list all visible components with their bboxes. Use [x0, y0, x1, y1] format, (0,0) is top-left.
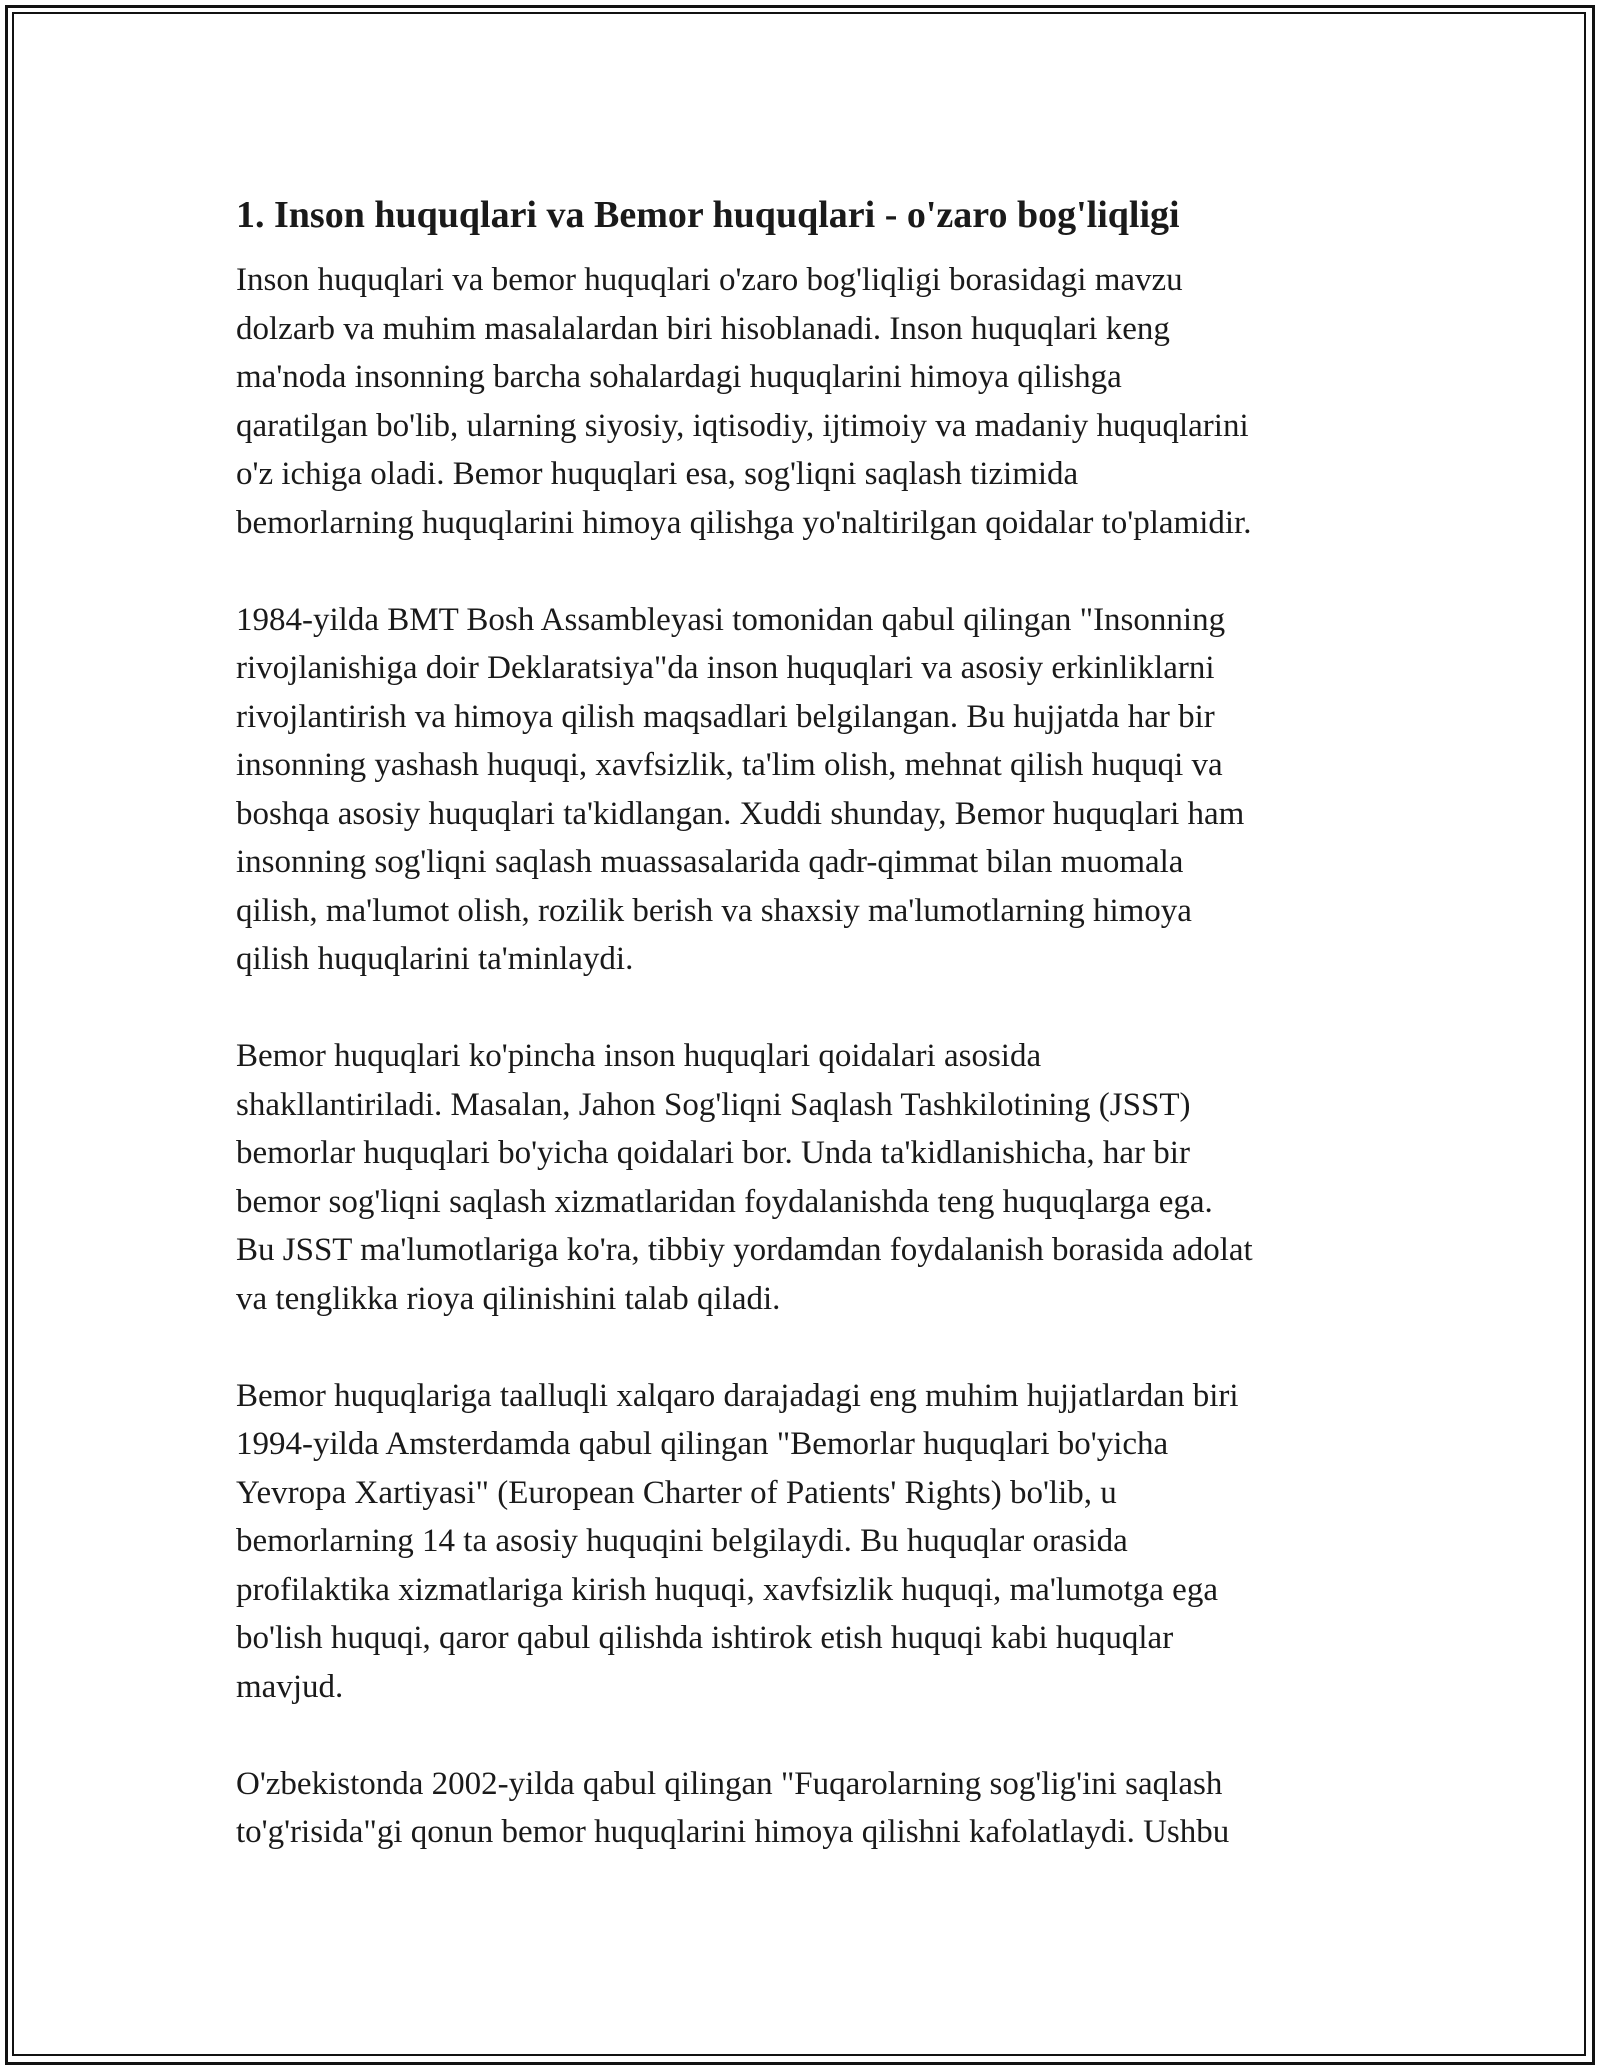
- paragraph-line: Inson huquqlari va bemor huquqlari o'zaro bog'liqligi borasidagi mavzu: [236, 262, 1183, 298]
- paragraph-line: profilaktika xizmatlariga kirish huquqi, xavfsizlik huquqi, ma'lumotga ega: [236, 1571, 1218, 1608]
- paragraph-line: boshqa asosiy huquqlari ta'kidlangan. Xuddi shunday, Bemor huquqlari ham: [236, 795, 1245, 832]
- paragraph-line: rivojlantirish va himoya qilish maqsadlari belgilangan. Bu hujjatda har bir: [236, 698, 1215, 735]
- paragraph-line: qilish, ma'lumot olish, rozilik berish va shaxsiy ma'lumotlarning himoya: [236, 892, 1192, 929]
- paragraph-4: [236, 1372, 1376, 1712]
- paragraph-line: insonning yashash huquqi, xavfsizlik, ta'lim olish, mehnat qilish huquqi va: [236, 747, 1223, 783]
- paragraph-line: bemorlarning huquqlarini himoya qilishga yo'naltirilgan qoidalar to'plamidir.: [236, 504, 1252, 541]
- section-heading: 1. Inson huquqlari va Bemor huquqlari - o'zaro bog'liqligi: [236, 194, 1180, 236]
- paragraph-line: va tenglikka rioya qilinishini talab qiladi.: [236, 1280, 781, 1317]
- paragraph-line: Bemor huquqlariga taalluqli xalqaro darajadagi eng muhim hujjatlardan biri: [236, 1377, 1239, 1414]
- paragraph-line: bemor sog'liqni saqlash xizmatlaridan foydalanishda teng huquqlarga ega.: [236, 1183, 1213, 1220]
- paragraph-1: [236, 256, 1376, 547]
- paragraph-line: shakllantiriladi. Masalan, Jahon Sog'liqni Saqlash Tashkilotining (JSST): [236, 1086, 1191, 1123]
- paragraph-5: [236, 1760, 1376, 1857]
- paragraph-line: 1994-yilda Amsterdamda qabul qilingan "Bemorlar huquqlari bo'yicha: [236, 1426, 1169, 1462]
- paragraph-line: bemorlarning 14 ta asosiy huquqini belgilaydi. Bu huquqlar orasida: [236, 1523, 1128, 1559]
- paragraph-line: 1984-yilda BMT Bosh Assambleyasi tomonidan qabul qilingan "Insonning: [236, 601, 1226, 638]
- paragraph-line: bo'lish huquqi, qaror qabul qilishda ishtirok etish huquqi kabi huquqlar: [236, 1620, 1174, 1656]
- paragraph-line: dolzarb va muhim masalalardan biri hisoblanadi. Inson huquqlari keng: [236, 310, 1170, 347]
- paragraph-line: o'z ichiga oladi. Bemor huquqlari esa, sog'liqni saqlash tizimida: [236, 456, 1079, 492]
- paragraph-line: ma'noda insonning barcha sohalardagi huquqlarini himoya qilishga: [236, 359, 1122, 395]
- paragraph-line: mavjud.: [236, 1668, 344, 1705]
- paragraph-line: O'zbekistonda 2002-yilda qabul qilingan "Fuqarolarning sog'lig'ini saqlash: [236, 1765, 1223, 1802]
- paragraph-line: Bu JSST ma'lumotlariga ko'ra, tibbiy yordamdan foydalanish borasida adolat: [236, 1232, 1253, 1268]
- paragraph-line: Bemor huquqlari ko'pincha inson huquqlari qoidalari asosida: [236, 1038, 1042, 1074]
- paragraph-line: insonning sog'liqni saqlash muassasalarida qadr-qimmat bilan muomala: [236, 844, 1184, 880]
- document-body: [236, 186, 1376, 1905]
- paragraph-2: [236, 596, 1376, 984]
- paragraph-line: qaratilgan bo'lib, ularning siyosiy, iqtisodiy, ijtimoiy va madaniy huquqlarini: [236, 407, 1249, 444]
- paragraph-line: bemorlar huquqlari bo'yicha qoidalari bor. Unda ta'kidlanishicha, har bir: [236, 1135, 1190, 1171]
- paragraph-line: Yevropa Xartiyasi" (European Charter of Patients' Rights) bo'lib, u: [236, 1474, 1117, 1511]
- paragraph-3: [236, 1032, 1376, 1323]
- paragraph-line: qilish huquqlarini ta'minlaydi.: [236, 941, 634, 977]
- paragraph-line: rivojlanishiga doir Deklaratsiya"da inson huquqlari va asosiy erkinliklarni: [236, 650, 1215, 686]
- paragraph-line: to'g'risida"gi qonun bemor huquqlarini himoya qilishni kafolatlaydi. Ushbu: [236, 1814, 1230, 1850]
